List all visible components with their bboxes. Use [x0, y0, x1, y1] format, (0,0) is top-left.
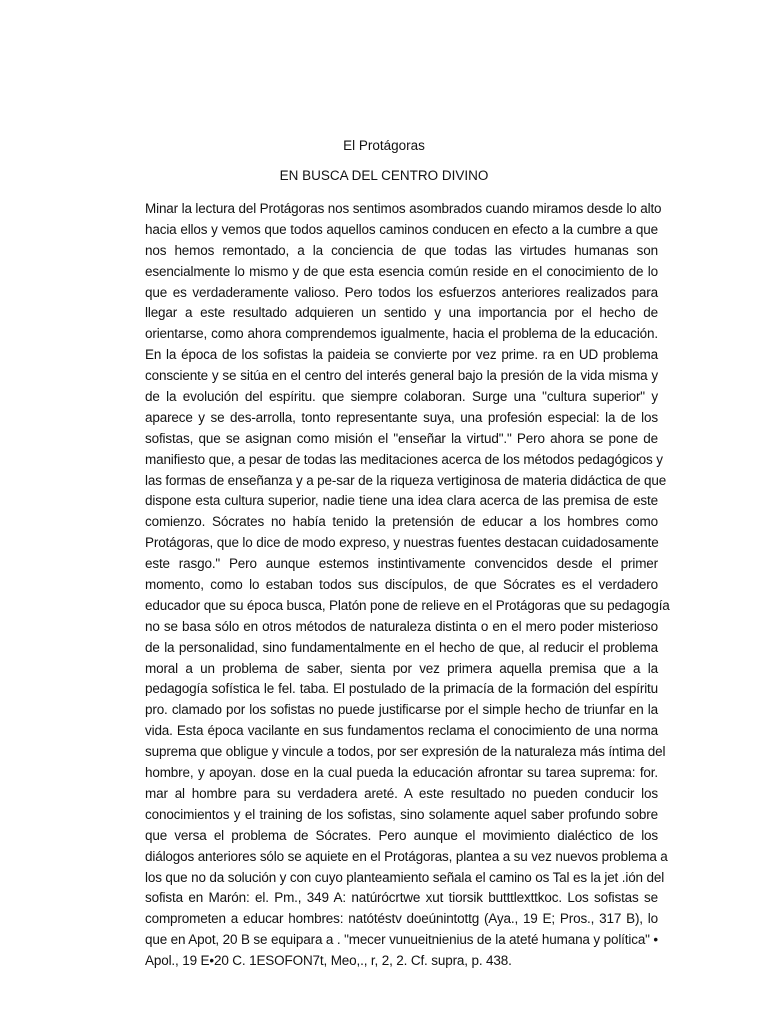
- text-line: dispone esta cultura superior, nadie tiene una idea clara acerca de las premisa de este: [145, 493, 658, 509]
- document-title: El Protágoras: [343, 138, 425, 153]
- text-line: esencialmente lo mismo y de que esta esencia común reside en el conocimiento de lo: [145, 263, 658, 279]
- text-line: hombre, y apoyan. dose en la cual pueda la educación afrontar su tarea suprema: for.: [145, 765, 658, 781]
- text-line: moral a un problema de saber, sienta por vez primera aquella premisa que a la: [145, 660, 658, 676]
- text-line: no se basa sólo en otros métodos de naturaleza distinta o en el mero poder misterioso: [145, 618, 658, 634]
- text-line: suprema que obligue y vincule a todos, por ser expresión de la naturaleza más íntima del: [145, 744, 666, 760]
- text-line: llegar a este resultado adquieren un sentido y una importancia por el hecho de: [145, 305, 658, 321]
- text-line: pedagogía sofística le fel. taba. El postulado de la primacía de la formación del espíritu: [145, 681, 658, 697]
- text-line: hacia ellos y vemos que todos aquellos caminos conducen en efecto a la cumbre a que: [145, 221, 658, 237]
- text-line: comienzo. Sócrates no había tenido la pretensión de educar a los hombres como: [145, 514, 658, 530]
- text-line: vida. Esta época vacilante en sus fundamentos reclama el conocimiento de una norma: [145, 723, 658, 739]
- text-line: pro. clamado por los sofistas no puede justificarse por el simple hecho de triunfar en la: [145, 702, 658, 718]
- text-line: aparece y se des-arrolla, tonto representante suya, una profesión especial: la de los: [145, 409, 658, 425]
- text-line: orientarse, como ahora comprendemos igualmente, hacia el problema de la educación.: [145, 326, 658, 342]
- text-line: En la época de los sofistas la paideia se convierte por vez prime. ra en UD problema: [145, 347, 658, 363]
- text-line: mar al hombre para su verdadera areté. A este resultado no pueden conducir los: [145, 785, 658, 801]
- text-line: de la evolución del espíritu. que siempre colaboran. Surge una "cultura superior" y: [145, 389, 658, 405]
- text-line: Apol., 19 E•20 C. 1ESOFON7t, Meo,., r, 2, 2. Cf. supra, p. 438.: [145, 953, 512, 969]
- document-subtitle: EN BUSCA DEL CENTRO DIVINO: [279, 168, 489, 183]
- text-line: momento, como lo estaban todos sus discípulos, de que Sócrates es el verdadero: [145, 577, 658, 593]
- text-line: de la personalidad, sino fundamentalmente en el hecho de que, al reducir el problema: [145, 639, 658, 655]
- text-line: que versa el problema de Sócrates. Pero aunque el movimiento dialéctico de los: [145, 827, 658, 843]
- text-line: las formas de enseñanza y a pe-sar de la riqueza vertiginosa de materia didáctica de que: [145, 472, 667, 488]
- body-paragraph: [145, 199, 670, 972]
- text-line: nos hemos remontado, a la conciencia de que todas las virtudes humanas son: [145, 242, 658, 258]
- text-line: los que no da solución y con cuyo planteamiento señala el camino os Tal es la jet .ión del: [145, 869, 665, 885]
- text-line: Protágoras, que lo dice de modo expreso, y nuestras fuentes destacan cuidadosamente: [145, 535, 659, 551]
- text-line: sofistas, que se asignan como misión el "enseñar la virtud"." Pero ahora se pone de: [145, 430, 658, 446]
- text-line: este rasgo." Pero aunque estemos instintivamente convencidos desde el primer: [145, 556, 658, 572]
- text-line: sofista en Marón: el. Pm., 349 A: natúrócrtwe xut tiorsik butttlexttkoc. Los sofistas se: [145, 890, 658, 906]
- text-line: que es verdaderamente valioso. Pero todos los esfuerzos anteriores realizados para: [145, 284, 658, 300]
- text-line: comprometen a educar hombres: natótéstv doeúnintottg (Aya., 19 E; Pros., 317 B), lo: [145, 911, 658, 927]
- text-line: que en Apot, 20 B se equipara a . "mecer vunueitnienius de la ateté humana y política" •: [145, 932, 658, 948]
- text-line: educador que su época busca, Platón pone de relieve en el Protágoras que su pedagogía: [145, 597, 670, 613]
- text-line: consciente y se sitúa en el centro del interés general bajo la presión de la vida misma y: [145, 368, 658, 384]
- text-line: conocimientos y el training de los sofistas, sino solamente aquel saber profundo sobre: [145, 806, 658, 822]
- text-line: manifiesto que, a pesar de todas las meditaciones acerca de los métodos pedagógicos y: [145, 451, 663, 467]
- text-line: diálogos anteriores sólo se aquiete en el Protágoras, plantea a su vez nuevos problema a: [145, 848, 668, 864]
- text-line: Minar la lectura del Protágoras nos sentimos asombrados cuando miramos desde lo alto: [145, 201, 662, 216]
